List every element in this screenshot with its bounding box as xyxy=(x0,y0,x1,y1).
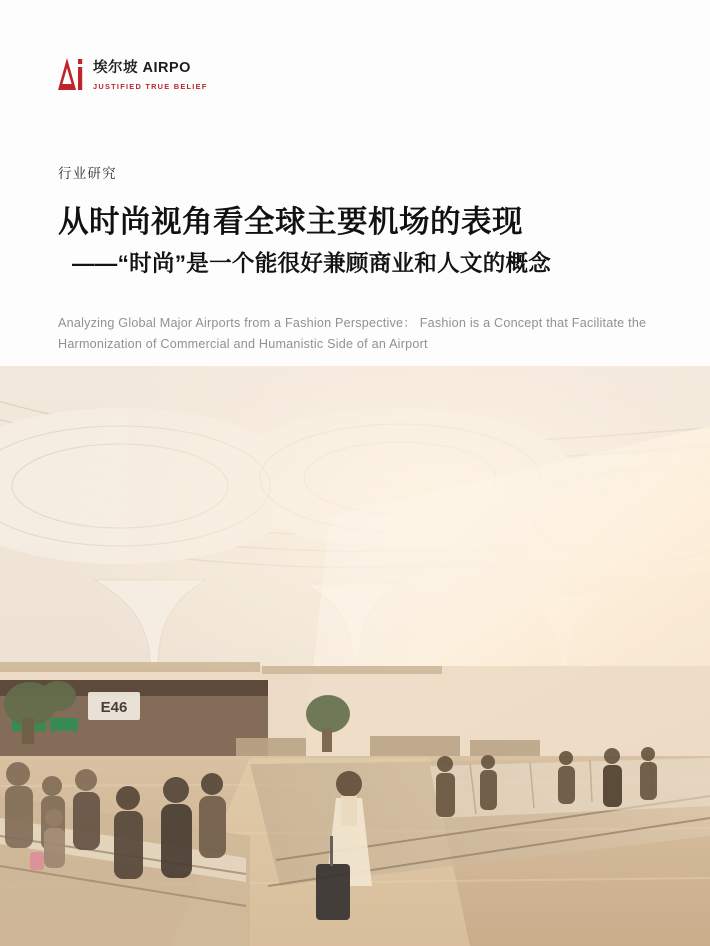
brand-logo-text xyxy=(93,56,208,91)
svg-text:E46: E46 xyxy=(100,699,128,716)
brand-tagline: JUSTIFIED TRUE BELIEF xyxy=(93,82,208,92)
page-subtitle-english: Analyzing Global Major Airports from a Fashion Perspective： Fashion is a Concept that Facilitate the Harmonization of Commercial and Humanistic Side of an Airport xyxy=(58,316,647,351)
category-label: 行业研究 xyxy=(58,166,117,181)
cover-title-block xyxy=(58,162,664,367)
airpo-triangle-a-icon xyxy=(58,56,84,92)
brand-logo xyxy=(58,56,208,92)
page-subtitle: ——“时尚”是一个能很好兼顾商业和人文的概念 xyxy=(72,251,552,277)
hero-image xyxy=(0,366,710,946)
brand-name: 埃尔坡 AIRPO xyxy=(93,60,191,76)
page-title: 从时尚视角看全球主要机场的表现 xyxy=(58,205,523,239)
